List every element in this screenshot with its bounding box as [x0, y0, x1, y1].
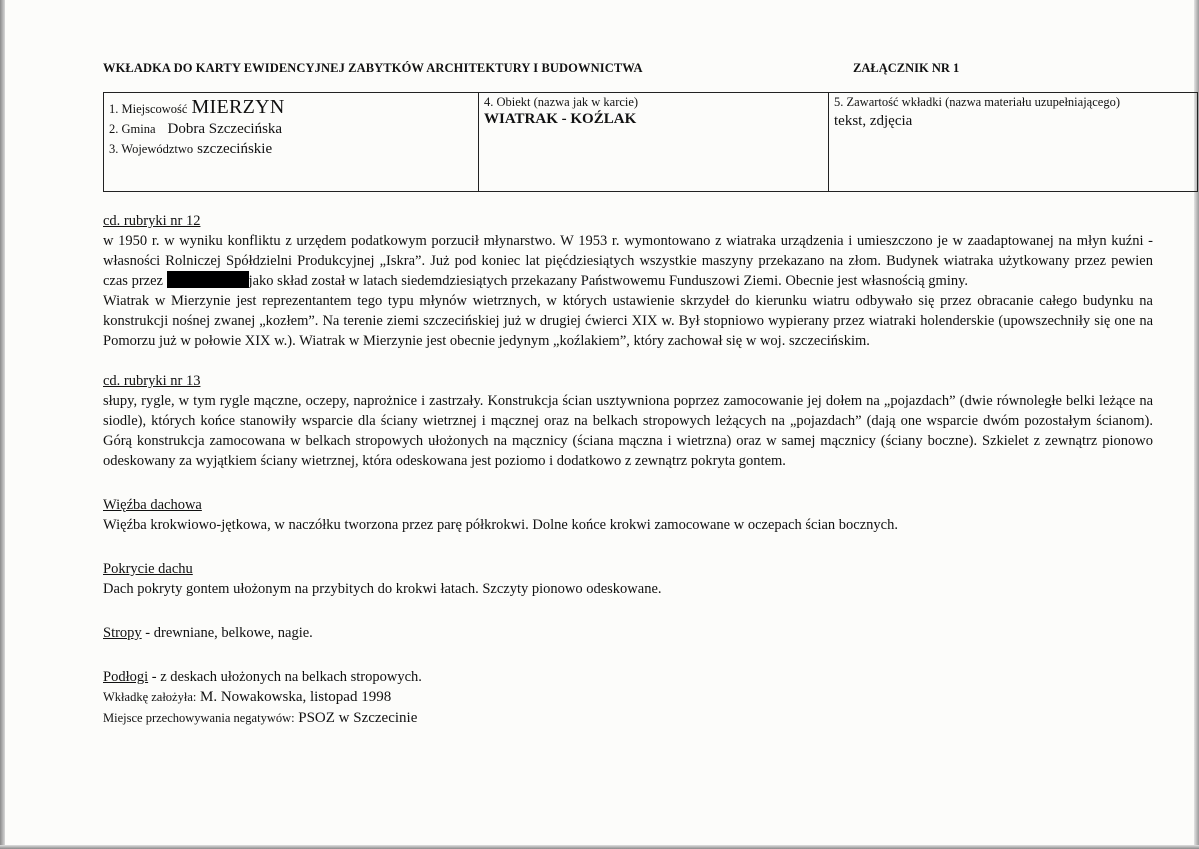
- roofing-text: Dach pokryty gontem ułożonym na przybitych do krokwi łatach. Szczyty pionowo odeskowane.: [103, 581, 662, 597]
- floors-heading: Podłogi: [103, 669, 149, 685]
- negatives-value: PSOZ w Szczecinie: [298, 710, 418, 726]
- ceilings-text: - drewniane, belkowe, nagie.: [141, 625, 313, 641]
- section-12-text-a: w 1950 r. w wyniku konfliktu z urzędem podatkowym porzucił młynarstwo. W 1953 r. wymontowano z wiatraka urządzenia i umieszczono je w zaadaptowanej na młyn kuźni - własności Rolniczej Spółdzielni Produkcyjnej „Iskra”. Już pod koniec lat pięćdziesiątych wszystkie maszyny przekazano na złom. Budynek wiatraka użytkowany przez pewien czas przez: [103, 233, 1153, 289]
- section-12-paragraph-2: Wiatrak w Mierzynie jest reprezentantem tego typu młynów wietrznych, w których ustawienie skrzydeł do kierunku wiatru odbywało się przez obracanie całego budynku na konstrukcji nośnej zwanej „kozłem”. Na terenie ziemi szczecińskiej już w drugiej ćwierci XIX w. Był stopniowo wypierany przez wiatraki holenderskie (upowszechniły się one na Pomorzu już w połowie XIX w.). Wiatrak w Mierzynie jest obecnie jedynym „koźlakiem”, który zachował się w woj. szczecińskim.: [103, 293, 1153, 349]
- locality-label: 1. Miejscowość: [109, 102, 188, 116]
- spacer: [103, 351, 1153, 371]
- content-value: tekst, zdjęcia: [834, 113, 913, 129]
- page-edge-bottom: [0, 845, 1199, 849]
- section-13-paragraph: słupy, rygle, w tym rygle mączne, oczepy, naprożnice i zastrzały. Konstrukcja ścian usztywniona poprzez zamocowanie jej dołem na „pojazdach” (dwie równoległe belki leżące na siodle), których końce stanowiły wsparcie dla ściany wietrznej i mącznej oraz na belkach stropowych leżących na „pojazdach” (dają one wsparcie dwóm pozostałym ścianom). Górą konstrukcja zamocowana w belkach stropowych ułożonych na mącznicy (ściana mączna i wietrzna) oraz w samej mącznicy (ściany boczne). Szkielet z zewnątrz pionowo odeskowany za wyjątkiem ściany wietrznej, która odeskowana jest poziomo i dodatkowo z zewnątrz pokryta gontem.: [103, 393, 1153, 469]
- spacer: [103, 471, 1153, 495]
- spacer: [103, 599, 1153, 623]
- object-column: [479, 93, 829, 191]
- roof-truss-heading: Więźba dachowa: [103, 497, 202, 513]
- commune-row: [109, 119, 473, 139]
- content-column: [829, 93, 1197, 191]
- roof-truss-text: Więźba krokwiowo-jętkowa, w naczółku tworzona przez parę półkrokwi. Dolne końce krokwi zamocowane w oczepach ścian bocznych.: [103, 517, 898, 533]
- author-line: [103, 687, 1153, 708]
- ceilings-line: [103, 623, 1153, 643]
- locality-row: [109, 97, 473, 119]
- commune-label: 2. Gmina: [109, 122, 156, 136]
- negatives-line: [103, 708, 1153, 729]
- author-value: M. Nowakowska, listopad 1998: [199, 689, 392, 705]
- floors-line: [103, 667, 1153, 687]
- section-12-text-b: jako skład został w latach siedemdziesiątych przekazany Państwowemu Funduszowi Ziemi. Obecnie jest własnością gminy.: [248, 273, 969, 289]
- location-column: [104, 93, 479, 191]
- document-body: [103, 211, 1153, 729]
- spacer: [103, 535, 1153, 559]
- negatives-label: Miejsce przechowywania negatywów:: [103, 711, 295, 725]
- author-label: Wkładkę założyła:: [103, 690, 197, 704]
- section-12-heading: cd. rubryki nr 12: [103, 213, 201, 229]
- roofing-heading: Pokrycie dachu: [103, 561, 193, 577]
- voivodeship-label: 3. Województwo: [109, 142, 194, 156]
- page-edge-left: [0, 0, 5, 849]
- header-fields-box: [103, 92, 1198, 192]
- section-12-paragraph-1: [103, 231, 1153, 291]
- floors-text: - z deskach ułożonych na belkach stropowych.: [148, 669, 422, 685]
- commune-value: Dobra Szczecińska: [167, 121, 283, 137]
- annex-label: ZAŁĄCZNIK NR 1: [853, 61, 960, 75]
- object-value: WIATRAK - KOŹLAK: [484, 111, 637, 127]
- ceilings-heading: Stropy: [103, 625, 142, 641]
- voivodeship-row: [109, 139, 473, 159]
- content-label: 5. Zawartość wkładki (nazwa materiału uzupełniającego): [834, 95, 1120, 109]
- section-13-heading: cd. rubryki nr 13: [103, 373, 201, 389]
- redaction-block: [167, 271, 249, 288]
- voivodeship-value: szczecińskie: [197, 141, 273, 157]
- spacer: [103, 643, 1153, 667]
- document-title: WKŁADKA DO KARTY EWIDENCYJNEJ ZABYTKÓW ARCHITEKTURY I BUDOWNICTWA: [103, 61, 643, 75]
- locality-value: MIERZYN: [191, 96, 285, 118]
- object-label: 4. Obiekt (nazwa jak w karcie): [484, 95, 639, 109]
